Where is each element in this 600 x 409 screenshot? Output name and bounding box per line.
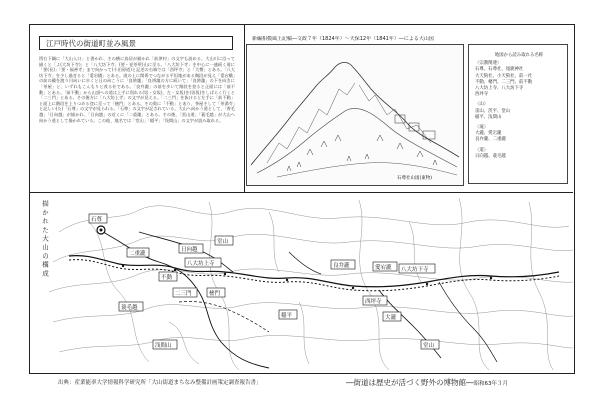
mountain-illustration-drawing <box>247 45 463 185</box>
mountain-illustration <box>246 44 464 186</box>
map-label-hinata: 日向越 <box>181 247 198 253</box>
map-label-nijudaki: 二重瀧 <box>129 251 146 257</box>
list-item: 良弁瀧、二重瀧 <box>475 137 506 143</box>
map-label-nishi: 西坪寺 <box>365 299 382 305</box>
publication-date: 昭和63年３月 <box>473 381 508 387</box>
list-item: 雷山、茨平、堂山 <box>475 108 511 114</box>
slogan-text: ―街道は歴史が活づく野外の博物館― <box>346 378 474 387</box>
map-label-hachidai-kami: 八大坊上寺 <box>187 261 215 267</box>
map-label-tayama: 堂山 <box>217 239 229 245</box>
route-map-drawing <box>29 192 573 372</box>
route-map <box>29 192 573 372</box>
map-label-atago: 愛宕瀧 <box>375 265 392 271</box>
list-item: 大瀧、愛宕瀧 <box>475 131 502 137</box>
map-label-fudo: 不動 <box>161 275 173 281</box>
intro-panel <box>29 24 245 193</box>
section-waterfalls: 〈滝〉 <box>475 125 489 131</box>
names-list-panel <box>468 44 568 184</box>
map-label-roben: 良弁瀧 <box>333 263 350 269</box>
list-item: 不動、樒門、二三門、前不動 <box>475 79 533 85</box>
section-religious: 〈宗教関連〉 <box>475 61 502 67</box>
map-label-doyama: 堂山 <box>423 343 435 349</box>
source-citation: 出典：産業能率大学情報科学研究所「大山街道まちなみ整備計画策定調査報告書」 <box>58 380 262 386</box>
map-label-minoge: 蓑毛越 <box>121 305 138 311</box>
vertical-heading: 描かれた大山の構成 <box>41 200 49 279</box>
illustration-small-caption: 石尊社山図(東物) <box>397 176 433 181</box>
list-item: 八大坊上寺、八大坊下寺 <box>475 86 524 92</box>
list-item: 日向越、蓑毛越 <box>475 153 506 159</box>
list-item: 石尊、石尊社、尾鹿神社 <box>475 67 524 73</box>
map-label-inahira: 稲平 <box>281 313 293 319</box>
map-label-sekison: 石尊 <box>91 217 103 223</box>
illustration-caption: 新編相模風土記稿―文政７年（1824年）～天保12年（1841年）―による大山図 <box>252 36 434 42</box>
list-item: 大天狗社、小天狗社、前一社 <box>475 73 533 79</box>
map-label-niimon: 二三門 <box>175 291 192 297</box>
section-roads: 〈道〉 <box>475 147 489 153</box>
map-label-hachidai-shimo: 八大坊下寺 <box>401 267 429 273</box>
map-label-shimon: 樒門 <box>209 291 221 297</box>
intro-title: 江戸時代の街道町並み風景 <box>39 36 233 50</box>
section-mountains: 〈山〉 <box>475 102 489 108</box>
footer-slogan <box>346 378 508 389</box>
list-item: 西坪寺 <box>475 92 489 98</box>
list-item: 稲平、浅間山 <box>475 114 502 120</box>
map-label-otaki: 大瀧 <box>385 315 397 321</box>
intro-body: 図右下隅に「大山入口」と書かれ、その横に鳥居が描かれ「前津村」の文字も読める。大山川に沿って描くと「よ(大坊下寺)」と「八大坊下寺」(要・祀茶所)山に至る。「八大坊下寺」を中心に一連続く道に「要(長)」「要・福善寺」まで向かって(小田原道)と記述の右端では「西坪寺」と「大僧」とある。「八大坊下寺」を少し過ぎると「愛宕橋」とある。滝の上に関係でつながる平坦地がある階段が見え「愛宕橋」の前の橋を渡り川向いに歩くと日の向こうに「良辨瀧」「良辨瀧の方に続いて」「良辨瀧」の下を向きに「茶屋」と、いずれもこんもりと茂る社である。「良弁瀧」の前を歩いて階段を登ると正面には「前不動」とある。「前不動」から山頂への道は上手に別れる(男・女坂)、左・女坂)を(男坂)をしばらく行くと「二三門」とある。その後方に「八大坊上寺」の文字が見える。「二三門」を抜けると左手に「前不動」と面上に階段を上りつめる登に至って「樒門」とある。その奥に「不動」とあり、茶屋そして「茶湯寺」と記しい(た)「石尊」の文字が見られる。「石尊」の文字が記されている。大山へ向かう道として、「香毛越」「日向越」が描かれ、「日向越」の近くに「二重瀧」とある。その後、「雷山道」「蓑毛越」が大山へ向かう道として描かれている。この他、地名では「堂山」「稲平」「浅間山」の文字が読み取れる。 <box>39 56 235 123</box>
names-list-heading: 地図から読み取れる名称 <box>494 53 544 58</box>
map-label-sengen: 浅間山 <box>155 343 172 349</box>
